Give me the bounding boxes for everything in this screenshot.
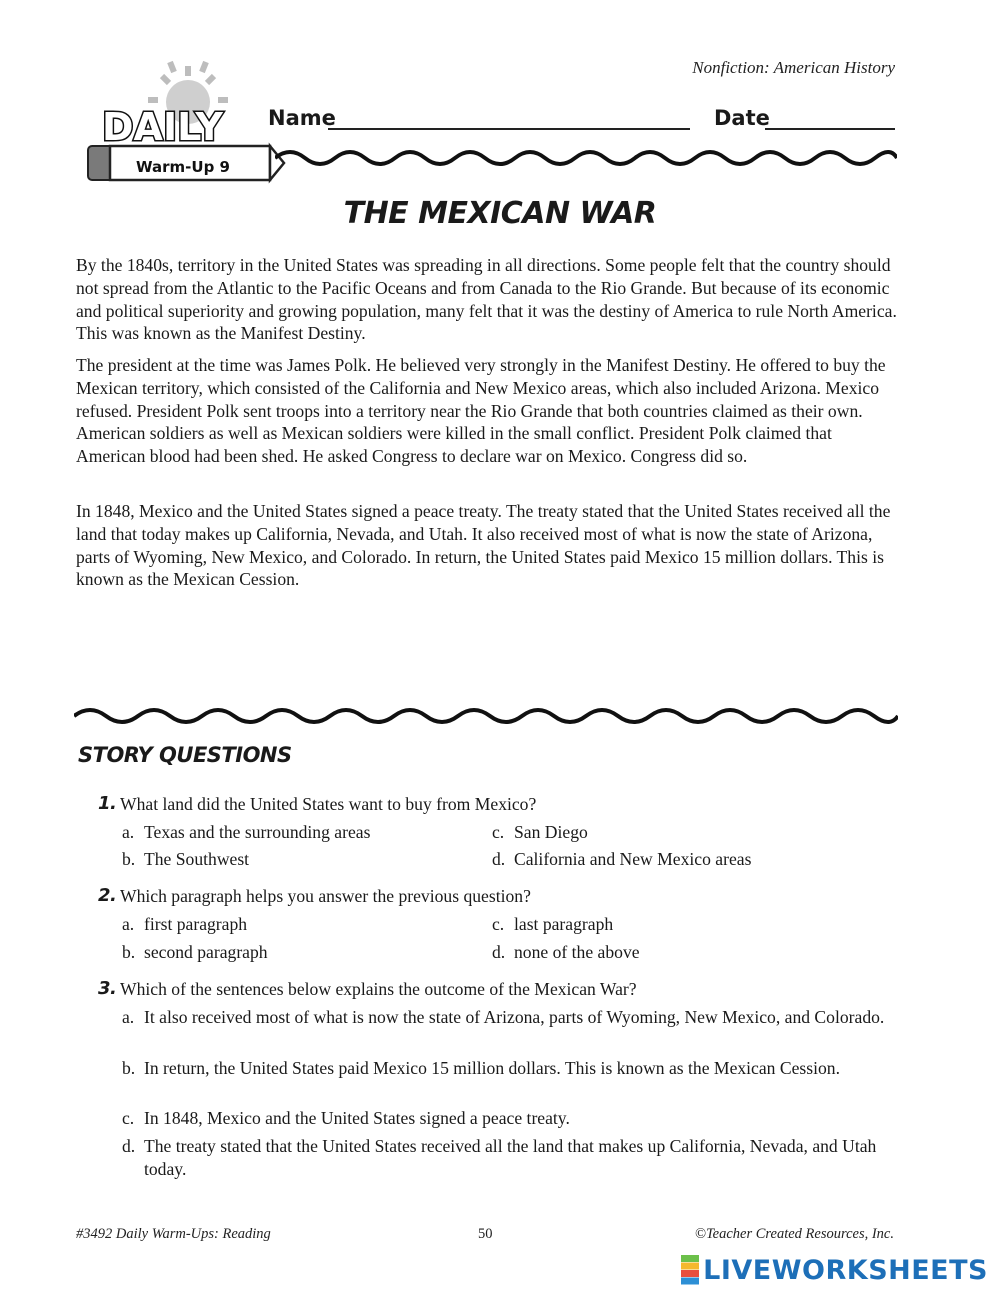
footer-right: ©Teacher Created Resources, Inc.: [694, 1226, 894, 1242]
name-label: Name: [268, 106, 336, 130]
logo-word: DAILY: [102, 105, 223, 149]
story-questions-heading: STORY QUESTIONS: [78, 743, 292, 767]
option-letter: b.: [122, 942, 136, 962]
daily-warmup-logo: [78, 60, 288, 190]
option-text: The Southwest: [144, 849, 250, 869]
footer-left: #3492 Daily Warm-Ups: Reading: [76, 1226, 271, 1242]
option-text: none of the above: [514, 942, 640, 962]
liveworksheets-logo-icon: [681, 1255, 699, 1285]
option-text: second paragraph: [144, 942, 268, 962]
option-letter: c.: [492, 822, 505, 842]
option-letter: c.: [492, 914, 505, 934]
option-text: California and New Mexico areas: [514, 849, 752, 869]
q2-option-a[interactable]: [122, 913, 247, 936]
option-letter: a.: [122, 822, 135, 842]
option-letter: b.: [122, 1058, 136, 1078]
option-text: last paragraph: [514, 914, 614, 934]
question-1-number: 1.: [98, 793, 117, 814]
subject-label: Nonfiction: American History: [692, 58, 895, 77]
q2-option-d[interactable]: [492, 941, 640, 964]
option-text: Texas and the surrounding areas: [144, 822, 371, 842]
q1-option-b[interactable]: [122, 848, 249, 871]
q3-option-b[interactable]: [122, 1057, 904, 1080]
page-title: THE MEXICAN WAR: [343, 196, 657, 231]
option-text: In 1848, Mexico and the United States signed a peace treaty.: [144, 1108, 570, 1128]
question-3-number: 3.: [98, 978, 117, 999]
question-2-text: Which paragraph helps you answer the previous question?: [120, 886, 531, 906]
q1-option-c[interactable]: [492, 821, 588, 844]
top-wavy-divider: [275, 146, 897, 170]
question-1-text: What land did the United States want to buy from Mexico?: [120, 794, 537, 814]
logo-sub: Warm-Up 9: [136, 158, 230, 176]
date-field[interactable]: [765, 128, 895, 130]
option-letter: a.: [122, 914, 135, 934]
paragraph-1: By the 1840s, territory in the United States was spreading in all directions. Some people felt that the country should not spread from the Atlantic to the Pacific Oceans and from Canada to the Rio Grande. But because of its economic and political superiority and growing population, many felt that it was the destiny of America to rule North America. This was known as the Manifest Destiny.: [76, 255, 897, 344]
option-letter: d.: [492, 942, 506, 962]
q1-option-d[interactable]: [492, 848, 751, 871]
option-text: San Diego: [514, 822, 588, 842]
date-label: Date: [714, 106, 770, 130]
option-text: It also received most of what is now the state of Arizona, parts of Wyoming, New Mexico, and Colorado.: [144, 1007, 885, 1027]
middle-wavy-divider: [74, 704, 898, 728]
option-text: In return, the United States paid Mexico 15 million dollars. This is known as the Mexican Cession.: [144, 1058, 840, 1078]
question-3-text: Which of the sentences below explains the outcome of the Mexican War?: [120, 979, 637, 999]
q3-option-c[interactable]: [122, 1107, 904, 1130]
q1-option-a[interactable]: [122, 821, 370, 844]
name-field[interactable]: [328, 128, 690, 130]
question-2-number: 2.: [98, 885, 117, 906]
option-letter: d.: [492, 849, 506, 869]
page-number: 50: [478, 1226, 493, 1242]
q3-option-a[interactable]: [122, 1006, 904, 1029]
q2-option-c[interactable]: [492, 913, 613, 936]
option-letter: d.: [122, 1136, 136, 1156]
option-text: The treaty stated that the United States received all the land that makes up California, Nevada, and Utah today.: [144, 1136, 877, 1179]
liveworksheets-wordmark: LIVEWORKSHEETS: [703, 1254, 988, 1286]
option-letter: c.: [122, 1108, 135, 1128]
option-letter: a.: [122, 1007, 135, 1027]
q2-option-b[interactable]: [122, 941, 268, 964]
paragraph-3: In 1848, Mexico and the United States signed a peace treaty. The treaty stated that the United States received all the land that today makes up California, Nevada, and Utah. It also received most of what is now the state of Arizona, parts of Wyoming, New Mexico, and Colorado. In return, the United States paid Mexico 15 million dollars. This is known as the Mexican Cession.: [76, 501, 891, 590]
option-letter: b.: [122, 849, 136, 869]
paragraph-2: The president at the time was James Polk. He believed very strongly in the Manifest Destiny. He offered to buy the Mexican territory, which consisted of the California and New Mexico areas, which also included Arizona. Mexico refused. President Polk sent troops into a territory near the Rio Grande that both countries claimed as their own. American soldiers as well as Mexican soldiers were killed in the small conflict. President Polk claimed that American blood had been shed. He asked Congress to declare war on Mexico. Congress did so.: [76, 355, 886, 467]
option-text: first paragraph: [144, 914, 248, 934]
q3-option-d[interactable]: [122, 1135, 904, 1181]
liveworksheets-branding[interactable]: [681, 1252, 988, 1288]
